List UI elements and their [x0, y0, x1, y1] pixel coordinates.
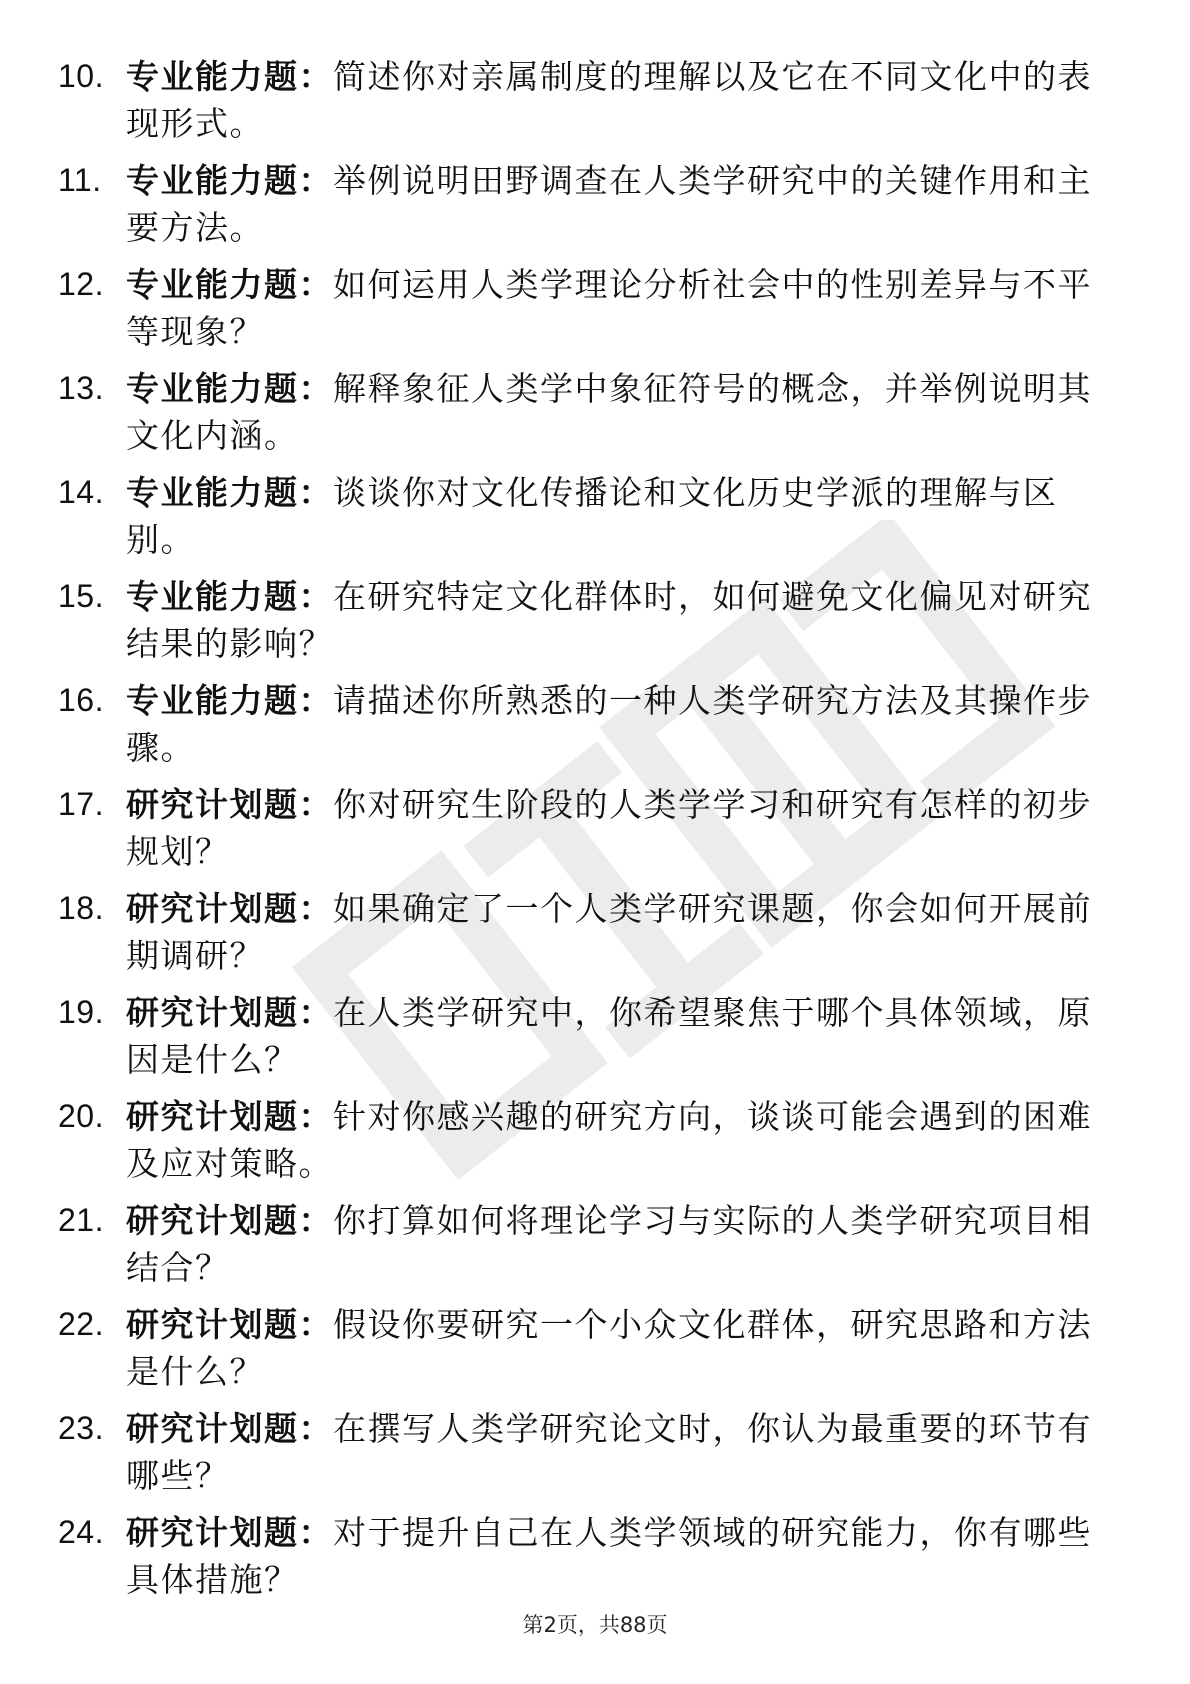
question-text: 在人类学研究中，你希望聚焦于哪个具体领域，原因是什么？ — [126, 993, 1092, 1079]
question-item — [0, 48, 1190, 152]
question-text: 简述你对亲属制度的理解以及它在不同文化中的表现形式。 — [126, 57, 1092, 143]
question-text-block — [126, 53, 1106, 147]
question-number: 11. — [58, 162, 102, 198]
question-text: 解释象征人类学中象征符号的概念，并举例说明其文化内涵。 — [126, 369, 1092, 455]
question-number: 17. — [58, 786, 104, 822]
question-category: 专业能力题： — [126, 57, 333, 96]
question-item — [0, 464, 1190, 568]
question-item — [0, 984, 1190, 1088]
question-category: 研究计划题： — [126, 1513, 333, 1552]
question-category: 研究计划题： — [126, 993, 333, 1032]
question-text-block — [126, 469, 1106, 563]
question-text: 对于提升自己在人类学领域的研究能力，你有哪些具体措施？ — [126, 1513, 1092, 1599]
question-number: 23. — [58, 1410, 104, 1446]
question-text-block — [126, 1301, 1106, 1395]
question-text-block — [126, 261, 1106, 355]
question-text: 如何运用人类学理论分析社会中的性别差异与不平等现象？ — [126, 265, 1092, 351]
question-item — [0, 1088, 1190, 1192]
question-category: 研究计划题： — [126, 1097, 333, 1136]
question-category: 专业能力题： — [126, 681, 333, 720]
question-item — [0, 776, 1190, 880]
question-item — [0, 256, 1190, 360]
question-text: 谈谈你对文化传播论和文化历史学派的理解与区别。 — [126, 473, 1058, 559]
question-item — [0, 880, 1190, 984]
question-text-block — [126, 989, 1106, 1083]
question-text: 假设你要研究一个小众文化群体，研究思路和方法是什么？ — [126, 1305, 1092, 1391]
question-item — [0, 152, 1190, 256]
question-text-block — [126, 573, 1106, 667]
question-category: 研究计划题： — [126, 785, 333, 824]
question-number: 22. — [58, 1306, 104, 1342]
question-text: 针对你感兴趣的研究方向，谈谈可能会遇到的困难及应对策略。 — [126, 1097, 1092, 1183]
page-footer — [0, 1610, 1190, 1640]
question-category: 专业能力题： — [126, 369, 333, 408]
question-item — [0, 568, 1190, 672]
page-number-label: 第2页，共88页 — [522, 1613, 668, 1637]
question-item — [0, 1192, 1190, 1296]
question-text: 你打算如何将理论学习与实际的人类学研究项目相结合？ — [126, 1201, 1092, 1287]
question-text: 在撰写人类学研究论文时，你认为最重要的环节有哪些？ — [126, 1409, 1092, 1495]
question-item — [0, 1504, 1190, 1608]
question-text-block — [126, 781, 1106, 875]
question-number: 21. — [58, 1202, 104, 1238]
question-text-block — [126, 157, 1106, 251]
question-number: 12. — [58, 266, 104, 302]
question-item — [0, 1296, 1190, 1400]
question-text: 举例说明田野调查在人类学研究中的关键作用和主要方法。 — [126, 161, 1092, 247]
question-text: 你对研究生阶段的人类学学习和研究有怎样的初步规划？ — [126, 785, 1092, 871]
question-item — [0, 1400, 1190, 1504]
question-number: 20. — [58, 1098, 104, 1134]
question-category: 研究计划题： — [126, 1409, 333, 1448]
question-text-block — [126, 365, 1106, 459]
question-text: 在研究特定文化群体时，如何避免文化偏见对研究结果的影响？ — [126, 577, 1092, 663]
question-number: 10. — [58, 58, 104, 94]
question-text-block — [126, 1509, 1106, 1603]
question-number: 18. — [58, 890, 104, 926]
question-category: 专业能力题： — [126, 577, 333, 616]
question-text-block — [126, 1197, 1106, 1291]
question-text-block — [126, 677, 1106, 771]
question-text: 请描述你所熟悉的一种人类学研究方法及其操作步骤。 — [126, 681, 1092, 767]
question-text-block — [126, 1405, 1106, 1499]
question-number: 15. — [58, 578, 104, 614]
question-text-block — [126, 1093, 1106, 1187]
question-number: 24. — [58, 1514, 104, 1550]
question-number: 14. — [58, 474, 104, 510]
question-category: 专业能力题： — [126, 161, 333, 200]
question-category: 研究计划题： — [126, 1201, 333, 1240]
question-category: 研究计划题： — [126, 1305, 333, 1344]
question-category: 研究计划题： — [126, 889, 333, 928]
question-text: 如果确定了一个人类学研究课题，你会如何开展前期调研？ — [126, 889, 1092, 975]
question-category: 专业能力题： — [126, 473, 333, 512]
question-category: 专业能力题： — [126, 265, 333, 304]
question-item — [0, 360, 1190, 464]
question-number: 19. — [58, 994, 104, 1030]
question-item — [0, 672, 1190, 776]
question-text-block — [126, 885, 1106, 979]
question-list — [0, 48, 1190, 1608]
question-number: 16. — [58, 682, 104, 718]
question-number: 13. — [58, 370, 104, 406]
